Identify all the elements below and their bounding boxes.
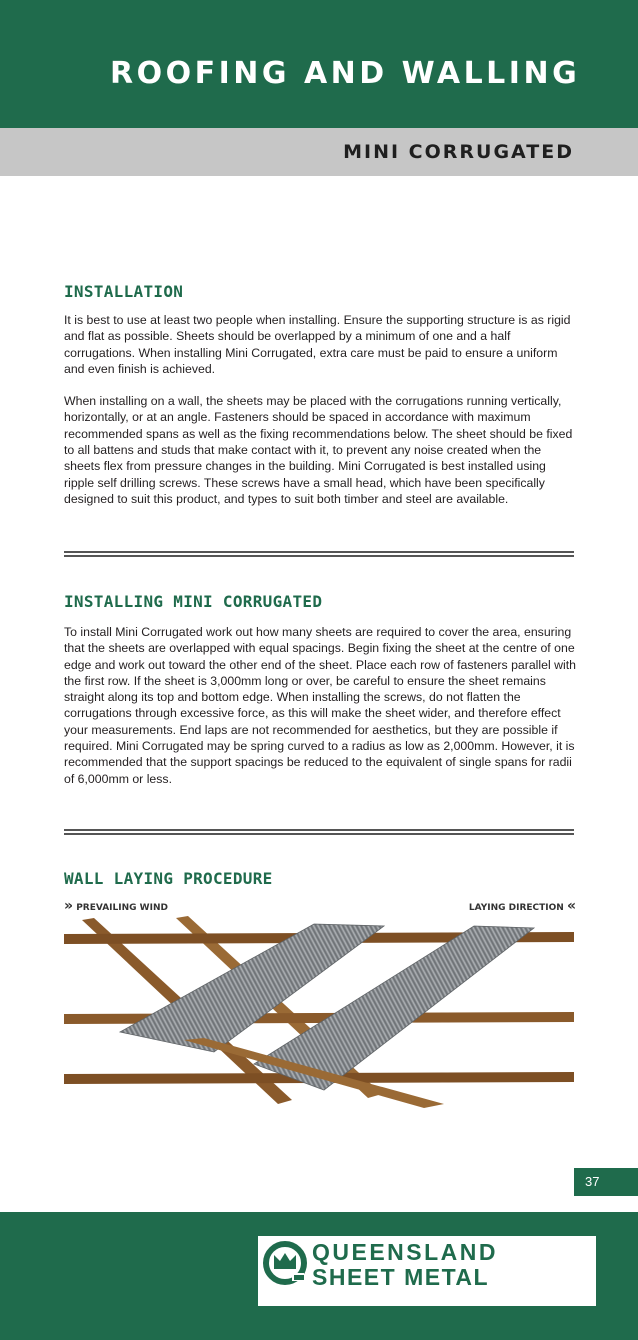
double-chevron-left-icon: « <box>566 898 576 914</box>
sheet-illustration <box>64 914 576 1124</box>
installation-paragraph-1: It is best to use at least two people when installing. Ensure the supporting structure is as rigid and flat as possible. Sheets should be overlapped by a minimum of one and a half corrugations. When installing Mini Corrugated, extra care must be paid to ensure a uniform and even finish is achieved. <box>64 313 571 376</box>
double-chevron-right-icon: » <box>64 898 74 914</box>
installation-body <box>64 312 576 507</box>
section-divider <box>64 829 574 835</box>
page-subtitle: MINI CORRUGATED <box>343 141 574 163</box>
company-logo-icon <box>262 1239 308 1287</box>
installing-heading: INSTALLING MINI CORRUGATED <box>64 592 323 611</box>
page-number: 37 <box>574 1168 638 1196</box>
installation-paragraph-2: When installing on a wall, the sheets may be placed with the corrugations running vertically, horizontally, or at an angle. Fasteners should be spaced in accordance with maximum recommended spans as well as the fixing recommendations below. The sheet should be fixed to all battens and studs that make contact with it, to prevent any noise created when the sheets flex from pressure changes in the building. Mini Corrugated is best installed using ripple self drilling screws. These screws have a small head, which have been specifically designed to suit this product, and types to suit both timber and steel are available. <box>64 394 573 506</box>
section-divider <box>64 551 574 557</box>
laying-direction-label: LAYING DIRECTION « <box>468 898 576 914</box>
installation-heading: INSTALLATION <box>64 282 184 301</box>
company-tagline: & ROOFING SUPPLIES PTY LTD <box>291 1293 508 1308</box>
prevailing-wind-label: » PREVAILING WIND <box>64 898 168 914</box>
installing-paragraph: To install Mini Corrugated work out how many sheets are required to cover the area, ensuring that the sheets are overlapped with equal spacings. Begin fixing the sheet at the centre of one edge and work out toward the other end of the sheet. Place each row of fasteners parallel with the first row. If the sheet is 3,000mm long or over, be careful to ensure the sheet remains straight along its top and bottom edge. When installing the screws, do not flatten the corrugations through excessive force, as this will make the sheet wider, and therefore effect your measurements. End laps are not recommended for aesthetics, but they are possible if required. Mini Corrugated may be spring curved to a radius as low as 2,000mm. However, it is recommended that the support spacings be reduced to the equivalent of single spans for radii of 6,000mm or less. <box>64 625 576 786</box>
installing-body <box>64 624 576 787</box>
wall-laying-heading: WALL LAYING PROCEDURE <box>64 869 273 888</box>
wall-laying-diagram <box>64 898 576 1124</box>
logo-text-sheet-metal: SHEET METAL <box>312 1264 490 1290</box>
logo-text-queensland: QUEENSLAND <box>312 1239 499 1265</box>
page-title: ROOFING AND WALLING <box>110 56 581 91</box>
